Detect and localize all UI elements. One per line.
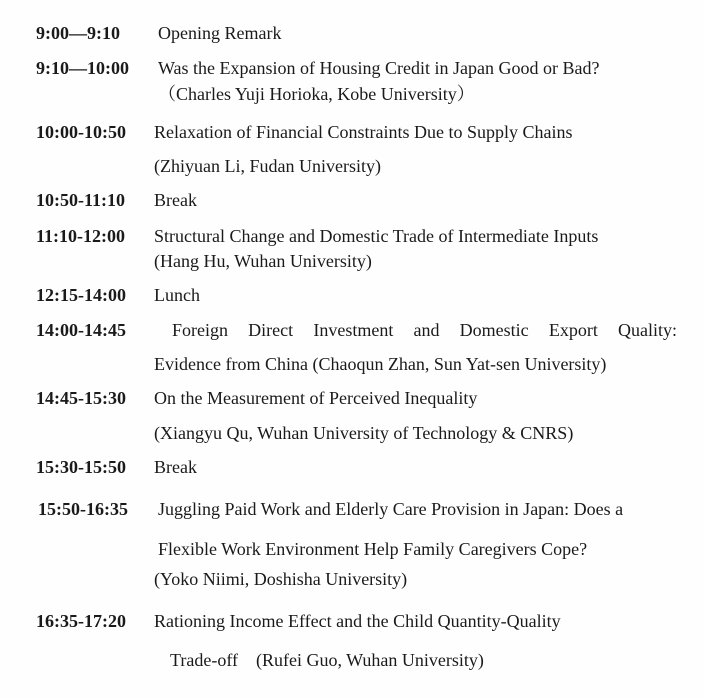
session-title: Opening Remark xyxy=(158,23,282,43)
session-speaker: (Xiangyu Qu, Wuhan University of Technology & CNRS) xyxy=(154,423,574,443)
session-speaker: (Hang Hu, Wuhan University) xyxy=(154,251,372,271)
session-speaker: Trade-off (Rufei Guo, Wuhan University) xyxy=(170,650,484,670)
session-time: 10:00-10:50 xyxy=(36,122,126,142)
session-time: 9:00—9:10 xyxy=(36,23,120,43)
session-time: 16:35-17:20 xyxy=(36,611,126,631)
session-title: Was the Expansion of Housing Credit in Japan Good or Bad? xyxy=(158,58,600,78)
session-speaker: (Yoko Niimi, Doshisha University) xyxy=(154,569,408,589)
session-title: Relaxation of Financial Constraints Due to Supply Chains xyxy=(154,122,573,142)
session-time: 14:00-14:45 xyxy=(36,320,126,340)
session-title: Juggling Paid Work and Elderly Care Provision in Japan: Does a xyxy=(158,499,624,519)
session-title: Lunch xyxy=(154,285,200,305)
session-time: 9:10—10:00 xyxy=(36,58,129,78)
session-speaker: (Zhiyuan Li, Fudan University) xyxy=(154,156,381,176)
session-time: 12:15-14:00 xyxy=(36,285,126,305)
session-title: Break xyxy=(154,190,197,210)
session-time: 15:30-15:50 xyxy=(36,457,126,477)
session-title: Foreign Direct Investment and Domestic Export Quality: xyxy=(172,320,677,340)
session-time: 11:10-12:00 xyxy=(36,226,125,246)
session-time: 14:45-15:30 xyxy=(36,388,126,408)
session-time: 15:50-16:35 xyxy=(38,499,128,519)
session-title: Structural Change and Domestic Trade of Intermediate Inputs xyxy=(154,226,599,246)
session-title: Break xyxy=(154,457,197,477)
session-title-cont: Evidence from China (Chaoqun Zhan, Sun Yat-sen University) xyxy=(154,354,607,374)
session-title: Rationing Income Effect and the Child Quantity-Quality xyxy=(154,611,561,631)
session-speaker: （Charles Yuji Horioka, Kobe University） xyxy=(158,84,475,104)
session-time: 10:50-11:10 xyxy=(36,190,125,210)
session-title-cont: Flexible Work Environment Help Family Caregivers Cope? xyxy=(158,539,588,559)
session-title: On the Measurement of Perceived Inequality xyxy=(154,388,478,408)
